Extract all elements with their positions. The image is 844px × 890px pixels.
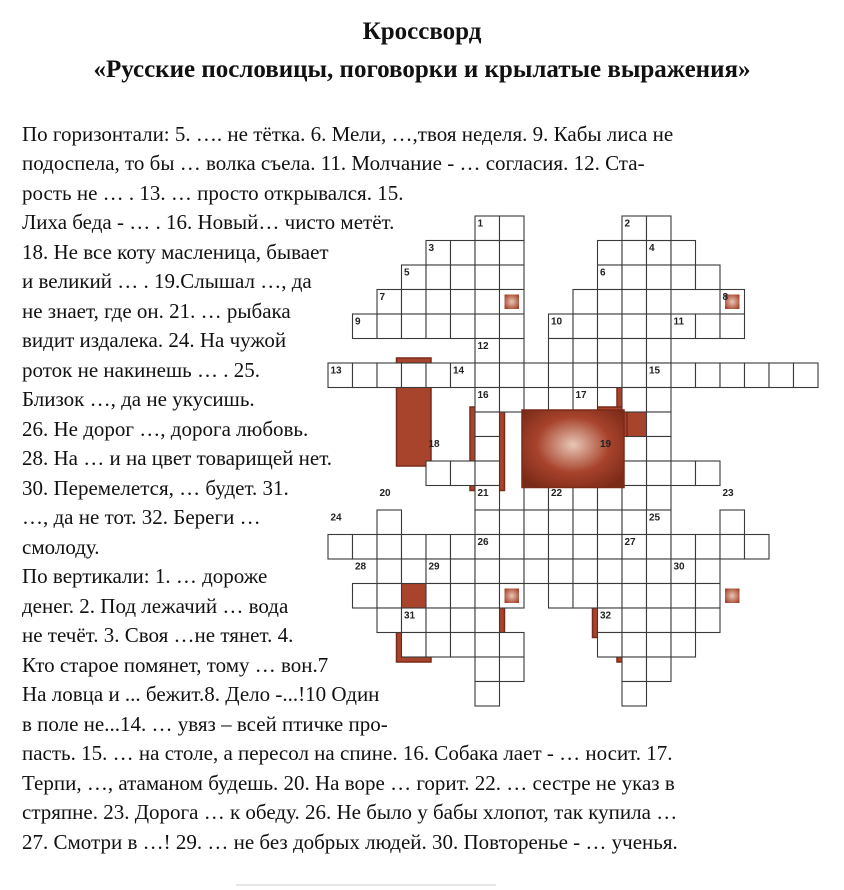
clue-line: не знает, где он. 21. … рыбака	[22, 299, 291, 323]
grid-cell	[622, 584, 647, 609]
grid-cell	[794, 363, 819, 388]
grid-cell	[524, 559, 549, 584]
clue-number: 5	[404, 267, 410, 279]
clue-line: рость не … . 13. … просто открывался. 15.	[22, 181, 404, 205]
grid-cell	[647, 412, 672, 437]
crossword-title: Кроссворд	[362, 18, 482, 45]
grid-cell	[598, 241, 623, 266]
grid-cell	[549, 339, 574, 364]
clue-number: 21	[477, 488, 489, 499]
grid-cell	[426, 584, 451, 609]
grid-cell	[573, 510, 598, 535]
grid-cell	[377, 363, 402, 388]
grid-cell	[622, 486, 647, 511]
grid-cell	[500, 535, 525, 560]
grid-cell	[451, 241, 476, 266]
clue-number: 1	[477, 218, 484, 230]
clue-line: не течёт. 3. Своя …не тянет. 4.	[22, 623, 294, 647]
grid-cell	[622, 437, 647, 462]
grid-cell	[402, 535, 427, 560]
clue-number: 19	[600, 439, 612, 450]
grid-cell	[500, 216, 525, 241]
grid-cell	[573, 363, 598, 388]
grid-cell	[696, 314, 721, 339]
grid-cell	[622, 339, 647, 364]
grid-cell	[402, 363, 427, 388]
grid-cell	[598, 486, 623, 511]
grid-cell	[524, 363, 549, 388]
grid-cell	[598, 559, 623, 584]
grid-cell	[573, 486, 598, 511]
grid-cell	[549, 510, 574, 535]
grid-cell	[475, 657, 500, 682]
grid-cell	[377, 314, 402, 339]
clue-line: 26. Не дорог …, дорога любовь.	[22, 417, 309, 441]
grid-cell	[647, 559, 672, 584]
grid-cell	[647, 437, 672, 462]
grid-cell	[598, 584, 623, 609]
grid-cell	[622, 510, 647, 535]
grid-cell	[622, 633, 647, 658]
grid-cell	[720, 535, 745, 560]
clue-number: 4	[649, 243, 655, 254]
grid-cell	[475, 682, 500, 707]
divider	[236, 884, 496, 886]
crossword-subtitle: «Русские пословицы, поговорки и крылатые выражения»	[93, 56, 751, 83]
grid-cell	[647, 388, 672, 413]
grid-cell	[451, 461, 476, 486]
accent-square	[505, 589, 520, 604]
grid-cell	[549, 559, 574, 584]
clue-number: 30	[673, 561, 685, 573]
clue-line: пасть. 15. … на столе, а пересол на спине. 16. Собака лает - … носит. 17.	[22, 741, 673, 765]
clue-number: 27	[624, 537, 636, 548]
clue-number: 24	[330, 512, 342, 524]
grid-cell	[377, 510, 402, 535]
grid-cell	[671, 265, 696, 290]
grid-cell	[647, 608, 672, 633]
grid-cell	[622, 265, 647, 290]
grid-cell	[696, 461, 721, 486]
grid-cell	[647, 314, 672, 339]
grid-cell	[647, 633, 672, 658]
clue-number: 13	[330, 365, 342, 377]
grid-cell	[622, 388, 647, 413]
clue-line: 18. Не все коту масленица, бывает	[22, 240, 329, 264]
clue-number: 22	[551, 488, 563, 499]
grid-cell	[671, 633, 696, 658]
clue-number: 25	[649, 512, 661, 524]
grid-cell	[377, 535, 402, 560]
grid-cell	[524, 510, 549, 535]
grid-cell	[720, 363, 745, 388]
grid-cell	[475, 412, 500, 437]
grid-cell	[622, 559, 647, 584]
grid-cell	[426, 633, 451, 658]
grid-cell	[500, 559, 525, 584]
accent-square	[505, 295, 520, 310]
grid-cell	[573, 559, 598, 584]
grid-cell	[622, 363, 647, 388]
grid-cell	[573, 290, 598, 315]
grid-cell	[647, 265, 672, 290]
clue-line: стряпне. 23. Дорога … к обеду. 26. Не было у бабы хлопот, так купила …	[22, 800, 678, 824]
grid-cell	[598, 290, 623, 315]
grid-cell	[524, 535, 549, 560]
clue-line: роток не накинешь … . 25.	[22, 358, 260, 382]
grid-cell	[696, 584, 721, 609]
clue-number: 23	[722, 488, 734, 499]
grid-cell	[500, 657, 525, 682]
grid-cell	[426, 608, 451, 633]
grid-cell	[696, 363, 721, 388]
grid-cell	[622, 682, 647, 707]
clue-line: …, да не тот. 32. Береги …	[22, 505, 261, 529]
clue-number: 8	[722, 292, 729, 303]
clue-number: 32	[600, 610, 612, 622]
grid-cell	[500, 241, 525, 266]
grid-cell	[598, 535, 623, 560]
clue-number: 18	[428, 439, 440, 450]
grid-cell	[377, 608, 402, 633]
grid-cell	[720, 314, 745, 339]
grid-cell	[500, 388, 525, 413]
grid-cell	[500, 314, 525, 339]
clue-line: 27. Смотри в …! 29. … не без добрых людей. 30. Повторенье - … ученья.	[22, 830, 678, 854]
grid-cell	[451, 633, 476, 658]
grid-cell	[475, 559, 500, 584]
grid-cell	[377, 559, 402, 584]
grid-cell	[353, 363, 378, 388]
clue-number: 2	[624, 218, 631, 230]
grid-cell	[500, 363, 525, 388]
grid-cell	[696, 535, 721, 560]
grid-cell	[745, 363, 770, 388]
grid-cell	[500, 633, 525, 658]
grid-cell	[475, 363, 500, 388]
grid-cell	[598, 633, 623, 658]
grid-cell	[622, 461, 647, 486]
grid-cell	[671, 608, 696, 633]
grid-cell	[671, 584, 696, 609]
grid-cell	[647, 216, 672, 241]
grid-cell	[402, 633, 427, 658]
grid-cell	[451, 559, 476, 584]
clue-number: 3	[428, 243, 435, 254]
grid-cell	[475, 584, 500, 609]
accent-square	[725, 589, 740, 604]
clue-number: 10	[551, 316, 563, 328]
grid-cell	[426, 290, 451, 315]
grid-cell	[402, 290, 427, 315]
clue-line: Близок …, да не укусишь.	[22, 387, 255, 411]
grid-cell	[647, 584, 672, 609]
grid-cell	[500, 339, 525, 364]
grid-cell	[549, 363, 574, 388]
clue-number: 9	[355, 316, 361, 328]
grid-cell	[647, 290, 672, 315]
grid-cell	[451, 265, 476, 290]
grid-cell	[769, 363, 794, 388]
clue-number: 26	[477, 537, 489, 548]
clue-line: 30. Перемелется, … будет. 31.	[22, 476, 289, 500]
clue-number: 15	[649, 365, 661, 377]
clue-line: подоспела, то бы … волка съела. 11. Молчание - … согласия. 12. Ста-	[22, 151, 645, 175]
clue-number: 16	[477, 390, 489, 401]
grid-cell	[451, 608, 476, 633]
grid-cell	[475, 290, 500, 315]
grid-cell	[402, 314, 427, 339]
grid-cell	[475, 241, 500, 266]
clue-line: По вертикали: 1. … дороже	[22, 564, 268, 588]
grid-cell	[598, 314, 623, 339]
grid-cell	[475, 437, 500, 462]
grid-cell	[426, 535, 451, 560]
grid-cell	[500, 510, 525, 535]
grid-cell	[671, 363, 696, 388]
grid-cell	[647, 535, 672, 560]
clue-number: 29	[428, 561, 440, 573]
clue-line: Терпи, …, атаманом будешь. 20. На воре … горит. 22. … сестре не указ в	[22, 771, 675, 795]
grid-cell	[426, 314, 451, 339]
clue-number: 20	[379, 488, 391, 499]
grid-cell	[671, 535, 696, 560]
grid-cell	[549, 388, 574, 413]
clue-number: 6	[600, 267, 606, 279]
clue-line: Лиха беда - … . 16. Новый… чисто метёт.	[22, 210, 395, 234]
clue-number: 7	[379, 292, 386, 303]
grid-cell	[353, 584, 378, 609]
grid-cell	[622, 290, 647, 315]
grid-cell	[475, 510, 500, 535]
grid-cell	[475, 461, 500, 486]
grid-cell	[622, 657, 647, 682]
grid-cell	[573, 535, 598, 560]
clue-number: 28	[355, 561, 367, 573]
clue-number: 31	[404, 610, 416, 622]
grid-cell	[524, 486, 549, 511]
grid-cell	[573, 339, 598, 364]
clue-number: 17	[575, 390, 587, 401]
grid-cell	[475, 314, 500, 339]
grid-cell	[451, 314, 476, 339]
clue-number: 11	[673, 316, 685, 328]
grid-cell	[451, 535, 476, 560]
clue-number: 14	[453, 365, 465, 377]
grid-cell	[622, 241, 647, 266]
grid-cell	[671, 461, 696, 486]
grid-cell	[696, 608, 721, 633]
grid-cell	[647, 486, 672, 511]
grid-cell	[377, 584, 402, 609]
clue-line: По горизонтали: 5. …. не тётка. 6. Мели, …,твоя неделя. 9. Кабы лиса не	[22, 122, 674, 146]
grid-cell	[549, 584, 574, 609]
grid-cell	[647, 339, 672, 364]
grid-cell	[475, 265, 500, 290]
grid-cell	[402, 559, 427, 584]
grid-cell	[426, 265, 451, 290]
grid-cell	[500, 265, 525, 290]
grid-cell	[328, 535, 353, 560]
grid-cell	[622, 314, 647, 339]
grid-cell	[549, 535, 574, 560]
grid-cell	[671, 241, 696, 266]
grid-cell	[745, 535, 770, 560]
grid-cell	[622, 608, 647, 633]
grid-cell	[696, 559, 721, 584]
clue-line: денег. 2. Под лежачий … вода	[22, 594, 289, 618]
grid-cell	[573, 584, 598, 609]
clue-line: смолоду.	[22, 535, 100, 559]
clue-line: в поле не...14. … увяз – всей птичке про-	[22, 712, 388, 736]
grid-cell	[426, 461, 451, 486]
grid-cell	[475, 608, 500, 633]
grid-cell	[598, 363, 623, 388]
grid-cell	[647, 657, 672, 682]
clue-line: видит издалека. 24. На чужой	[22, 328, 287, 352]
clue-line: и великий … . 19.Слышал …, да	[22, 269, 312, 293]
clue-line: На ловца и ... бежит.8. Дело -...!10 Один	[22, 682, 380, 706]
clue-line: Кто старое помянет, тому … вон.7	[22, 653, 329, 677]
grid-cell	[720, 510, 745, 535]
grid-cell	[647, 461, 672, 486]
grid-cell	[475, 633, 500, 658]
grid-cell	[696, 265, 721, 290]
grid-cell	[353, 535, 378, 560]
clue-line: 28. На … и на цвет товарищей нет.	[22, 446, 333, 470]
grid-cell	[598, 339, 623, 364]
grid-cell	[573, 314, 598, 339]
grid-cell	[426, 363, 451, 388]
grid-cell	[598, 510, 623, 535]
clue-number: 12	[477, 341, 489, 352]
grid-cell	[451, 584, 476, 609]
